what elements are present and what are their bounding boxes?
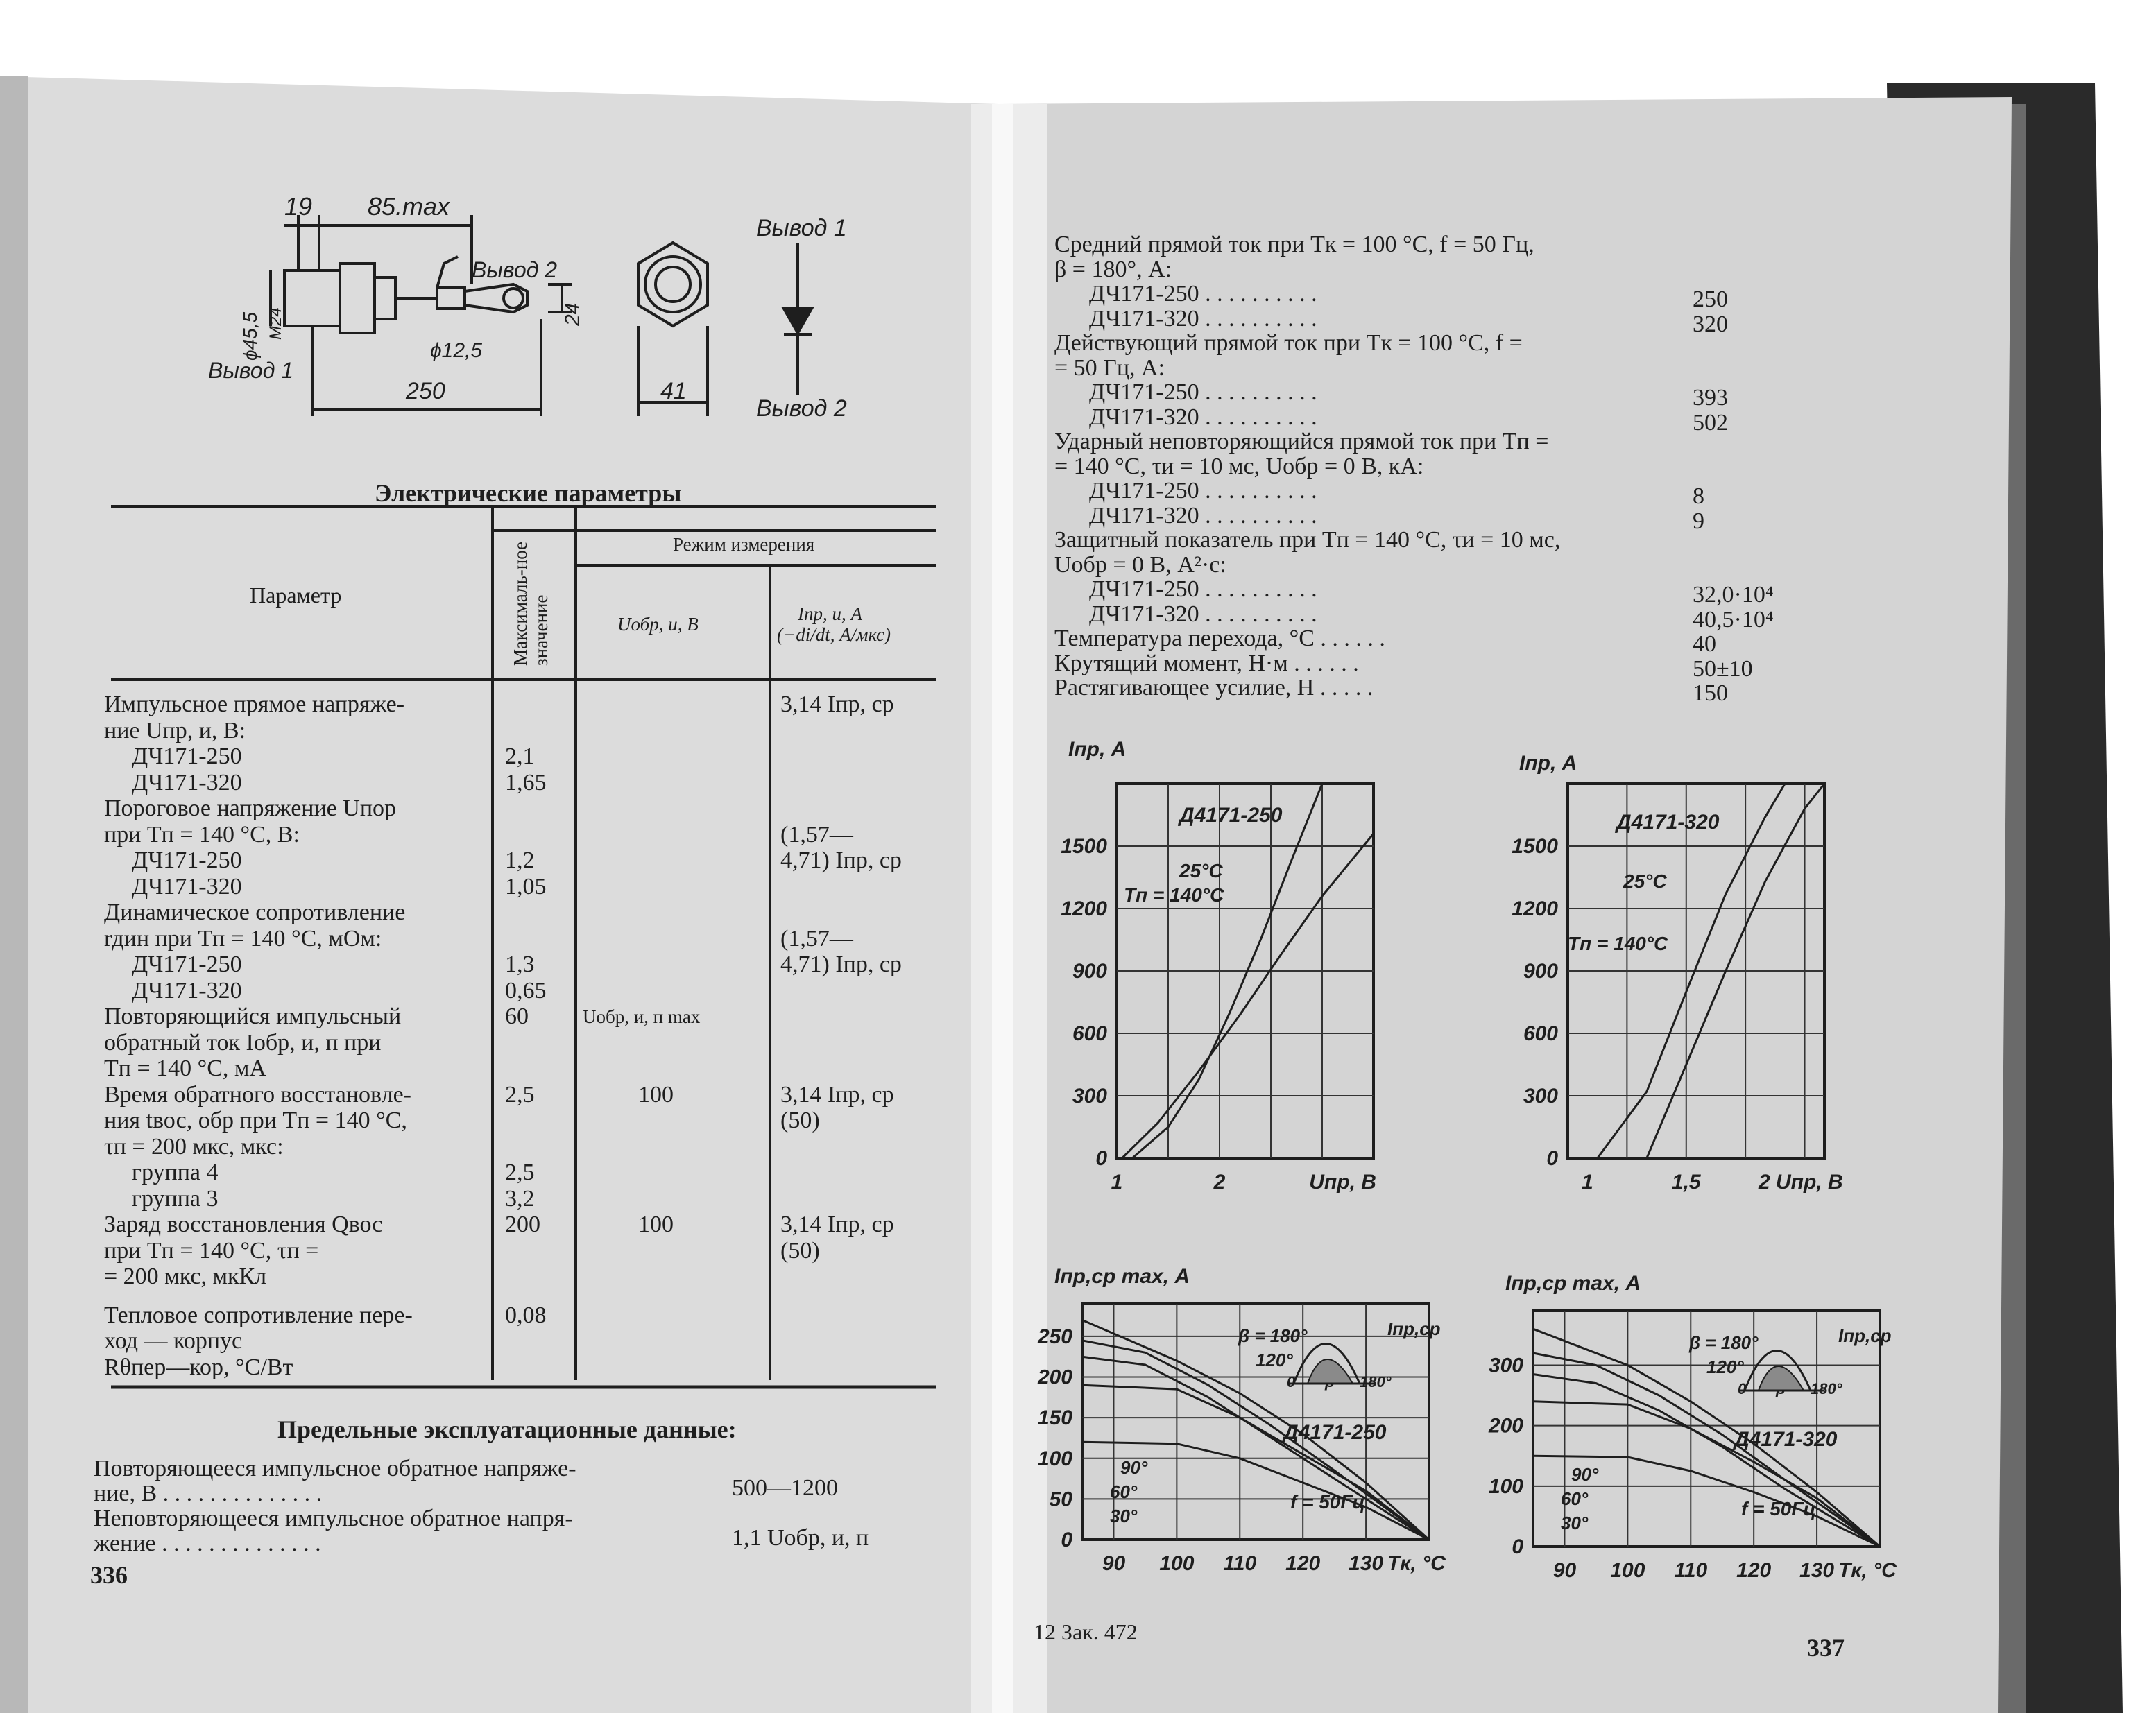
param-label: ДЧ171-320 . . . . . . . . . . — [1089, 601, 1317, 627]
limit-value: 1,1 Uобр, и, п — [732, 1525, 869, 1551]
y-tick-label: 600 — [1523, 1022, 1558, 1045]
chart-annotation: 30° — [1561, 1513, 1589, 1533]
table-row-label: ход — корпус — [104, 1328, 243, 1354]
param-value: 9 — [1693, 508, 1704, 534]
table-row-u: Uобр, и, п max — [583, 1006, 701, 1027]
drawing-dim-24: 24 — [561, 302, 584, 326]
table-row-label: Тепловое сопротивление пере- — [104, 1302, 413, 1328]
table-row-max: 1,65 — [505, 769, 547, 795]
param-label: ДЧ171-250 . . . . . . . . . . — [1089, 379, 1317, 405]
chart-annotation: Tп = 140°С — [1124, 884, 1224, 906]
chart-annotation: 30° — [1110, 1506, 1138, 1526]
param-value: 150 — [1693, 680, 1728, 706]
x-tick-label: 90 — [1102, 1552, 1126, 1575]
table-row-max: 1,3 — [505, 952, 535, 977]
drawing-dim-125: ϕ12,5 — [430, 339, 483, 362]
table-header-u: Uобр, и, В — [617, 614, 699, 635]
table-row-label: Динамическое сопротивление — [104, 899, 406, 925]
table-row-max: 1,05 — [505, 873, 547, 899]
param-label: ДЧ171-250 . . . . . . . . . . — [1089, 281, 1317, 307]
param-value: 502 — [1693, 409, 1728, 436]
table-row-u: 100 — [638, 1212, 674, 1237]
table-row-label: ДЧ171-250 — [132, 743, 242, 769]
chart-annotation: 90° — [1571, 1464, 1599, 1485]
table-row-i: 4,71) Iпр, ср — [780, 952, 902, 977]
table-row-i: (1,57— — [780, 925, 853, 952]
x-tick-label: 100 — [1159, 1552, 1195, 1575]
table-row-label: обратный ток Iобр, и, п при — [104, 1029, 382, 1056]
y-tick-label: 1200 — [1061, 897, 1107, 920]
table-row-i: 3,14 Iпр, ср — [780, 1212, 894, 1237]
y-axis-label: Iпр,ср max, А — [1054, 1265, 1190, 1288]
table-row-label: = 200 мкс, мкКл — [104, 1264, 267, 1289]
table-row-i: 3,14 Iпр, ср — [780, 691, 894, 717]
table-row-label: ние Uпр, и, В: — [104, 717, 246, 743]
drawing-dim-85: 85.max — [368, 192, 450, 221]
y-tick-label: 900 — [1523, 960, 1558, 983]
param-label: Крутящий момент, Н·м . . . . . . — [1054, 650, 1359, 676]
table-row-max: 0,08 — [505, 1302, 547, 1328]
param-label: Действующий прямой ток при Tк = 100 °С, f = — [1054, 330, 1523, 356]
table-row-label: группа 4 — [132, 1160, 219, 1185]
chart-annotation: Tп = 140°С — [1568, 933, 1668, 954]
y-tick-label: 100 — [1488, 1474, 1523, 1498]
elec-params-title: Электрические параметры — [375, 479, 682, 507]
chart-annotation: 60° — [1561, 1488, 1589, 1509]
table-row-label: ДЧ171-320 — [132, 977, 242, 1004]
drawing-symbol-lead-2: Вывод 2 — [756, 395, 847, 422]
x-tick-label: 2 Uпр, В — [1759, 1171, 1843, 1194]
table-row-label: при Tп = 140 °С, τп = — [104, 1237, 319, 1264]
param-label: ДЧ171-250 . . . . . . . . . . — [1089, 478, 1317, 503]
x-tick-label: 130 — [1799, 1559, 1835, 1582]
drawing-lead-2: Вывод 2 — [472, 257, 558, 282]
table-row-label: Время обратного восстановле- — [104, 1081, 411, 1108]
limit-value: 500—1200 — [732, 1475, 838, 1501]
chart-annotation: 90° — [1120, 1457, 1148, 1478]
chart-title: Д4171-250 — [1283, 1421, 1387, 1444]
param-value: 8 — [1693, 483, 1704, 509]
x-tick-label: 120 — [1736, 1559, 1772, 1582]
y-tick-label: 300 — [1488, 1354, 1523, 1377]
y-tick-label: 300 — [1523, 1085, 1558, 1108]
table-row-i: (50) — [780, 1108, 820, 1133]
param-label: Защитный показатель при Tп = 140 °С, τи = 10 мс, — [1054, 527, 1561, 553]
x-tick-label: 1 — [1111, 1171, 1123, 1194]
x-tick-label: 2 — [1213, 1171, 1226, 1194]
inset-hatched-area — [1308, 1359, 1353, 1384]
chart-derating-250 — [1013, 1262, 1464, 1595]
x-tick-label: 110 — [1674, 1559, 1708, 1582]
chart-vac-320 — [1505, 749, 1866, 1207]
limit-label: Неповторяющееся импульсное обратное напря- — [94, 1506, 573, 1531]
chart-vac-250 — [1054, 735, 1415, 1207]
table-row-label: Повторяющийся импульсный — [104, 1004, 402, 1029]
chart-annotation: 180° — [1811, 1380, 1842, 1397]
param-label: Средний прямой ток при Tк = 100 °С, f = 50 Гц, — [1054, 232, 1534, 257]
table-row-u: 100 — [638, 1081, 674, 1108]
param-value: 250 — [1693, 286, 1728, 312]
table-row-max: 0,65 — [505, 977, 547, 1004]
chart-annotation: f = 50Гц — [1741, 1498, 1816, 1520]
table-row-label: ДЧ171-250 — [132, 847, 242, 873]
param-label: ДЧ171-320 . . . . . . . . . . — [1089, 502, 1317, 528]
table-row-label: при Tп = 140 °С, В: — [104, 821, 300, 847]
chart-annotation: 180° — [1360, 1373, 1392, 1391]
x-tick-label: 100 — [1610, 1559, 1645, 1582]
chart-title: Д4171-250 — [1179, 804, 1283, 827]
table-header-param: Параметр — [250, 583, 342, 608]
table-row-label: ния tвос, обр при Tп = 140 °С, — [104, 1108, 407, 1133]
chart-annotation: Iпр,ср — [1387, 1318, 1441, 1339]
chart-annotation: β = 180° — [1689, 1332, 1759, 1353]
table-row-label: ДЧ171-250 — [132, 952, 242, 977]
x-tick-label: 90 — [1552, 1559, 1577, 1582]
x-tick-label: 110 — [1223, 1552, 1257, 1575]
drawing-symbol-lead-1: Вывод 1 — [756, 215, 847, 241]
table-row-max: 3,2 — [505, 1185, 535, 1212]
param-label: ДЧ171-320 . . . . . . . . . . — [1089, 404, 1317, 430]
table-row-label: группа 3 — [132, 1185, 219, 1212]
table-row-i: 3,14 Iпр, ср — [780, 1081, 894, 1108]
table-row-label: rдин при Tп = 140 °С, мОм: — [104, 925, 382, 952]
chart-annotation: 25°С — [1179, 860, 1223, 881]
series-line — [1122, 834, 1374, 1158]
table-row-label: Tп = 140 °С, мА — [104, 1056, 266, 1081]
x-tick-label: 130 — [1349, 1552, 1384, 1575]
table-row-label: Пороговое напряжение Uпор — [104, 795, 397, 821]
y-axis-label: Iпр, А — [1519, 752, 1577, 775]
y-tick-label: 200 — [1488, 1414, 1523, 1438]
table-header-i2: (−di/dt, А/мкс) — [777, 624, 891, 645]
y-tick-label: 150 — [1037, 1406, 1072, 1430]
y-tick-label: 0 — [1512, 1535, 1523, 1558]
y-tick-label: 1500 — [1061, 835, 1107, 858]
table-row-label: ДЧ171-320 — [132, 873, 242, 899]
drawing-dim-250: 250 — [406, 378, 445, 404]
table-row-label: ДЧ171-320 — [132, 769, 242, 795]
param-value: 320 — [1693, 311, 1728, 337]
param-value: 393 — [1693, 385, 1728, 411]
page-number-left: 336 — [90, 1561, 128, 1589]
x-tick-label: Tк, °С — [1838, 1559, 1897, 1582]
y-tick-label: 100 — [1037, 1447, 1072, 1470]
chart-annotation: Iпр,ср — [1838, 1325, 1892, 1346]
chart-title: Д4171-320 — [1734, 1428, 1838, 1451]
chart-annotation: 0 — [1738, 1380, 1747, 1397]
drawing-dim-41: 41 — [660, 378, 687, 404]
table-row-max: 1,2 — [505, 847, 535, 873]
x-tick-label: Uпр, В — [1309, 1171, 1376, 1194]
drawing-dim-455: ϕ45,5 — [239, 311, 261, 361]
table-header-max: Максималь-ное значение — [510, 541, 551, 666]
drawing-dim-m24: M24 — [266, 307, 285, 340]
limits-title: Предельные эксплуатационные данные: — [277, 1415, 737, 1443]
param-label: ДЧ171-320 . . . . . . . . . . — [1089, 305, 1317, 332]
table-header-i: Iпр, и, А — [798, 603, 862, 624]
table-row-max: 2,1 — [505, 743, 535, 769]
table-header-mode: Режим измерения — [673, 534, 815, 555]
chart-title: Д4171-320 — [1616, 811, 1720, 834]
table-row-i: (50) — [780, 1237, 820, 1264]
param-value: 50±10 — [1693, 655, 1753, 682]
y-tick-label: 0 — [1095, 1147, 1107, 1170]
x-tick-label: Tк, °С — [1387, 1552, 1446, 1575]
table-row-label: Rθпер—кор, °С/Вт — [104, 1354, 293, 1380]
param-label: = 140 °С, τи = 10 мс, Uобр = 0 В, кА: — [1054, 453, 1424, 479]
y-tick-label: 600 — [1072, 1022, 1107, 1045]
y-tick-label: 1500 — [1512, 835, 1558, 858]
x-tick-label: 120 — [1285, 1552, 1321, 1575]
param-label: Температура перехода, °С . . . . . . — [1054, 626, 1385, 651]
param-label: ДЧ171-250 . . . . . . . . . . — [1089, 576, 1317, 602]
inset-hatched-area — [1759, 1366, 1804, 1391]
table-row-label: Импульсное прямое напряже- — [104, 691, 405, 717]
y-tick-label: 50 — [1049, 1488, 1072, 1511]
param-value: 40,5·10⁴ — [1693, 606, 1774, 632]
drawing-lead-1: Вывод 1 — [208, 358, 294, 383]
table-row-max: 60 — [505, 1004, 529, 1029]
table-row-max: 200 — [505, 1212, 540, 1237]
y-tick-label: 0 — [1546, 1147, 1558, 1170]
chart-annotation: f = 50Гц — [1290, 1491, 1365, 1513]
param-label: Uобр = 0 В, А²·с: — [1054, 551, 1226, 578]
param-value: 40 — [1693, 631, 1716, 657]
y-axis-label: Iпр, А — [1068, 738, 1127, 761]
table-row-max: 2,5 — [505, 1160, 535, 1185]
drawing-dim-19: 19 — [284, 192, 313, 221]
chart-annotation: β = 180° — [1238, 1325, 1308, 1346]
table-row-label: Заряд восстановления Qвос — [104, 1212, 383, 1237]
param-label: Ударный неповторяющийся прямой ток при Tп = — [1054, 429, 1549, 454]
param-label: Растягивающее усилие, Н . . . . . — [1054, 675, 1374, 700]
param-label: = 50 Гц, А: — [1054, 354, 1165, 381]
y-axis-label: Iпр,ср max, А — [1505, 1272, 1641, 1295]
table-row-label: τп = 200 мкс, мкс: — [104, 1133, 284, 1160]
page-number-right: 337 — [1807, 1634, 1845, 1662]
footer-order: 12 Зак. 472 — [1034, 1619, 1138, 1644]
y-tick-label: 250 — [1037, 1325, 1072, 1348]
y-tick-label: 300 — [1072, 1085, 1107, 1108]
y-tick-label: 200 — [1037, 1366, 1072, 1389]
x-tick-label: 1 — [1582, 1171, 1593, 1194]
chart-annotation: 120° — [1706, 1357, 1744, 1377]
limit-label: жение . . . . . . . . . . . . . . — [94, 1531, 321, 1556]
limit-label: ние, В . . . . . . . . . . . . . . — [94, 1481, 323, 1506]
table-row-i: 4,71) Iпр, ср — [780, 847, 902, 873]
x-tick-label: 1,5 — [1671, 1171, 1701, 1194]
table-row-i: (1,57— — [780, 821, 853, 847]
y-tick-label: 0 — [1061, 1529, 1072, 1551]
chart-derating-320 — [1464, 1269, 1915, 1602]
y-tick-label: 900 — [1072, 960, 1107, 983]
limit-label: Повторяющееся импульсное обратное напряже- — [94, 1456, 576, 1481]
y-tick-label: 1200 — [1512, 897, 1558, 920]
chart-annotation: 60° — [1110, 1481, 1138, 1502]
param-label: β = 180°, А: — [1054, 256, 1172, 282]
param-value: 32,0·10⁴ — [1693, 582, 1774, 608]
table-row-max: 2,5 — [505, 1081, 535, 1108]
chart-annotation: 25°С — [1623, 870, 1667, 892]
chart-annotation: 0 — [1287, 1373, 1296, 1391]
chart-annotation: 120° — [1256, 1350, 1293, 1370]
